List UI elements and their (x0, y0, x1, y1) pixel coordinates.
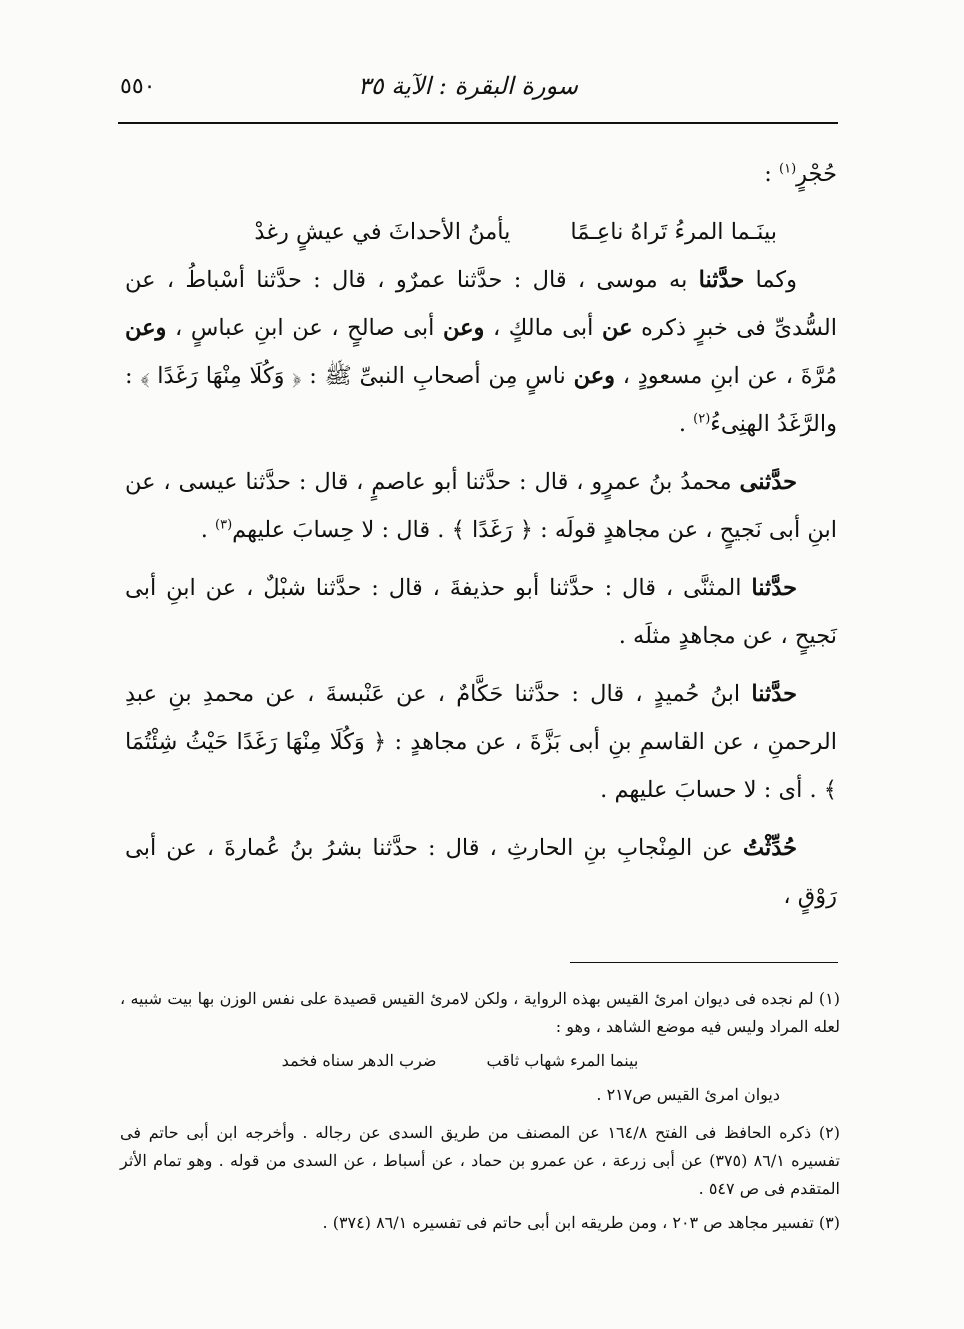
footnote-ref-2: (٢) (693, 411, 711, 427)
text-run: مُرَّةَ ، عن ابنِ مسعودٍ ، (614, 363, 837, 389)
paragraph-continuation (125, 150, 837, 198)
paragraph-3 (125, 564, 837, 660)
footnote-verse-first: بينما المرء شهاب ثاقب (486, 1051, 639, 1070)
continued-tail: : (764, 161, 779, 187)
footnote-ref-3: (٣) (215, 517, 233, 533)
paragraph-4 (125, 670, 837, 814)
bold-keyword: وعن (573, 363, 615, 389)
text-run: وكما (744, 267, 797, 293)
page-number: ٥٥٠ (120, 74, 156, 99)
poetry-verse (125, 208, 837, 256)
paragraph-5 (125, 824, 837, 920)
text-run: . (678, 411, 694, 437)
footnote-1: (١) لم نجده فى ديوان امرئ القيس بهذه الرواية ، ولكن لامرئ القيس قصيدة على نفس الوزن بها بيت شبيه ، لعله المراد وليس فيه موضع الشاهد ، وهو : (120, 989, 840, 1036)
verse-second-hemistich: يأمنُ الأحداثَ في عيشٍ رغدْ (254, 219, 511, 245)
bold-keyword: حُدِّثْتُ (742, 835, 797, 861)
bold-keyword: وعن (442, 315, 485, 341)
bold-keyword: حدَّثنى (739, 469, 797, 495)
footnote-separator (570, 962, 838, 963)
text-run: أبى صالحٍ ، عن ابنِ عباسٍ ، (166, 315, 443, 341)
text-run: . (200, 517, 215, 543)
bold-keyword: حدَّثنا (698, 267, 745, 293)
text-run: عن المِنْجابِ بنِ الحارثِ ، قال : حدَّثنا بشرُ بنُ عُمارةَ ، عن أبى رَوْقٍ ، (125, 835, 837, 909)
bold-keyword: عن (601, 315, 633, 341)
main-text (125, 150, 837, 930)
running-title: سورة البقرة : الآية ٣٥ (357, 72, 578, 100)
verse-first-hemistich: بينَـما المرءُ تَراهُ ناعِـمًا (570, 219, 777, 245)
text-run: ناسٍ مِن أصحابِ النبىِّ ﷺ : ﴿ وَكُلَا مِنْهَا رَغَدًا ﴾ : والرَّغَدُ الهنِىءُ (125, 363, 837, 437)
paragraph-2 (125, 458, 837, 554)
text-run: المثنَّى ، قال : حدَّثنا أبو حذيفةَ ، قال : حدَّثنا شبْلٌ ، عن ابنِ أبى نَجيحٍ ، عن مجاهدٍ مثلَه . (125, 575, 837, 649)
footnote-3: (٣) تفسير مجاهد ص ٢٠٣ ، ومن طريقه ابن أبى حاتم فى تفسيره ٨٦/١ (٣٧٤) . (322, 1213, 840, 1232)
footnote-1-verse (120, 1047, 840, 1075)
footnotes (120, 985, 840, 1243)
header-rule (118, 122, 838, 124)
bold-keyword: حدَّثنا (751, 575, 797, 601)
text-run: محمدُ بنُ عمرٍو ، قال : حدَّثنا أبو عاصمٍ ، قال : حدَّثنا عيسى ، عن ابنِ أبى نَجيحٍ ، عن مجاهدٍ قولَه : ﴿ رَغَدًا ﴾ . قال : لا حِسابَ عليهم (125, 469, 837, 543)
bold-keyword: حدَّثنا (751, 681, 797, 707)
continued-word: حُجْرٍ (796, 161, 837, 187)
text-run: أبى مالكٍ ، (484, 315, 602, 341)
footnote-verse-second: ضرب الدهر سناه فخمد (281, 1051, 437, 1070)
bold-keyword: وعن (125, 315, 167, 341)
footnote-1-source: ديوان امرئ القيس ص٢١٧ . (596, 1085, 780, 1104)
footnote-2: (٢) ذكره الحافظ فى الفتح ١٦٤/٨ عن المصنف من طريق السدى عن رجاله . وأخرجه ابن أبى حاتم فى تفسيره ٨٦/١ (٣٧٥) عن أبى زرعة ، عن عمرو بن حماد ، عن أسباط ، عن السدى من قوله . وهو تمام الأثر المتقدم فى ص ٥٤٧ . (120, 1123, 840, 1198)
paragraph-1 (125, 256, 837, 448)
text-run: به موسى ، قال : حدَّثنا عمرٌو ، قال : حدَّثنا أسْباطُ ، عن السُّدىِّ فى خبرٍ ذكره (125, 267, 837, 341)
page-header (120, 70, 838, 110)
footnote-ref-1: (١) (779, 161, 797, 177)
text-run: ابنُ حُميدٍ ، قال : حدَّثنا حَكَّامٌ ، عن عَنْبسةَ ، عن محمدِ بنِ عبدِ الرحمنِ ، عن القاسمِ بنِ أبى بَزَّةَ ، عن مجاهدٍ : ﴿ وَكُلَا مِنْهَا رَغَدًا حَيْثُ شِئْتُمَا ﴾ . أى : لا حسابَ عليهم . (125, 681, 837, 803)
